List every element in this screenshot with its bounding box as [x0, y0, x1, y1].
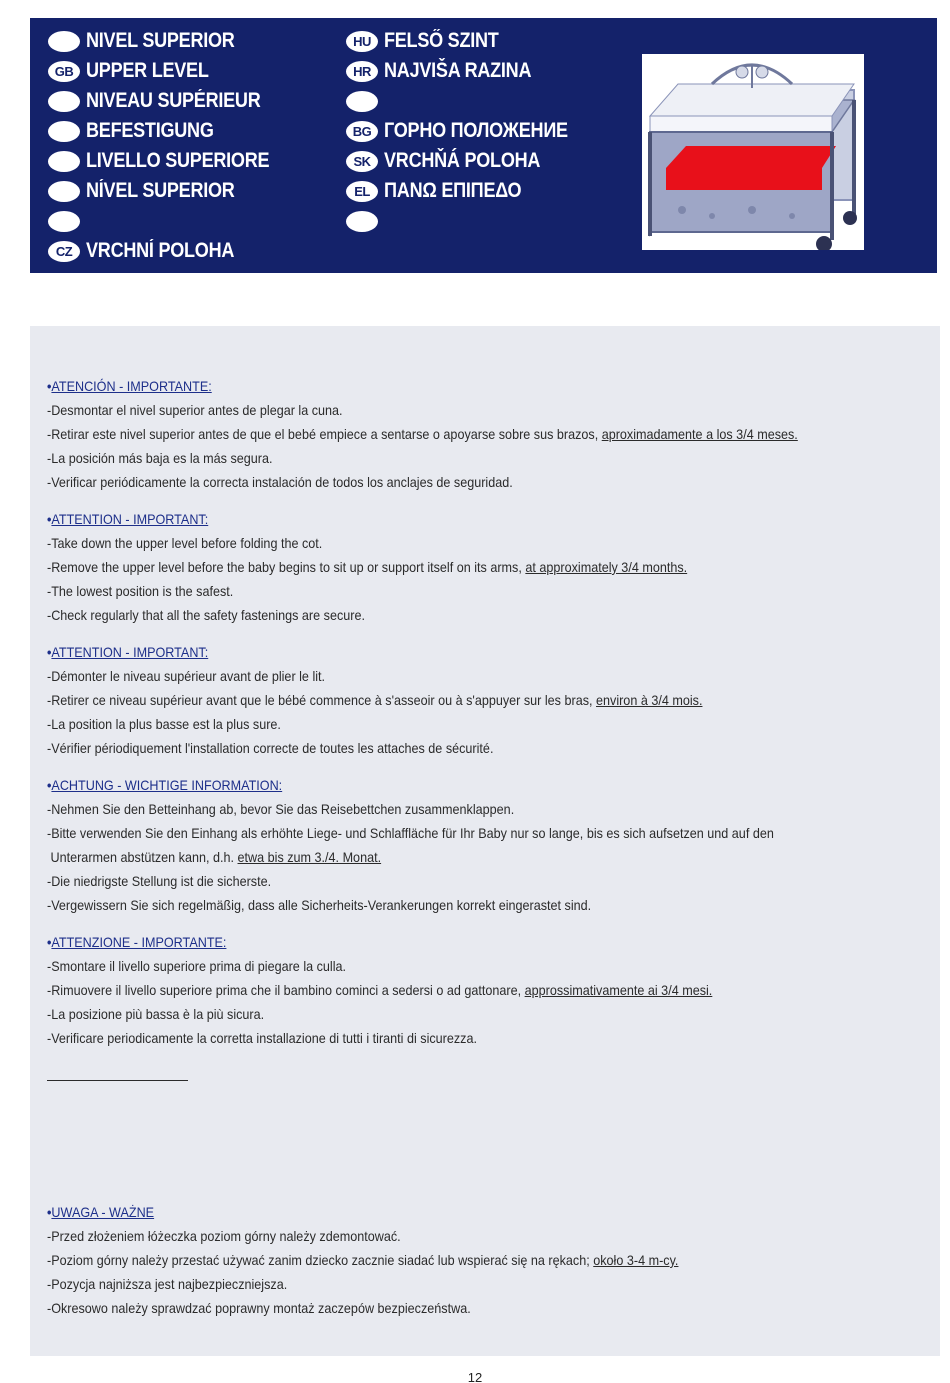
age-limit-emphasis: aproximadamente a los 3/4 meses.: [601, 426, 798, 442]
warning-line: [47, 1026, 712, 1050]
separator-rule: [47, 1080, 188, 1081]
left-language-row: [48, 146, 299, 176]
warning-line: [47, 688, 702, 712]
left-language-row: [48, 116, 234, 146]
warning-line: [47, 664, 702, 688]
level-title: LIVELLO SUPERIORE: [86, 149, 270, 172]
warning-text: -La posición más baja es la más segura.: [47, 450, 273, 466]
age-limit-emphasis: environ à 3/4 mois.: [596, 692, 703, 708]
warning-line: [47, 869, 774, 893]
warning-text: -Die niedrigste Stellung ist die sicherste.: [47, 873, 272, 889]
language-code-badge: [346, 211, 378, 232]
warning-text: -Verificare periodicamente la corretta installazione di tutti i tiranti di sicurezza.: [47, 1030, 478, 1046]
header-banner: [30, 18, 937, 273]
warning-line: [47, 821, 774, 845]
right-language-row: [346, 116, 598, 146]
warning-text: -Retirar este nivel superior antes de que el bebé empiece a sentarse o apoyarse sobre sus brazos,: [47, 426, 602, 442]
age-limit-emphasis: at approximately 3/4 months.: [525, 559, 688, 575]
warning-text: -Nehmen Sie den Betteinhang ab, bevor Sie das Reisebettchen zusammenklappen.: [47, 801, 515, 817]
level-title: NIVEAU SUPÉRIEUR: [86, 89, 261, 112]
warning-heading-text: ATTENTION - IMPORTANT:: [51, 644, 209, 660]
warning-section: [47, 640, 775, 760]
left-language-row: [48, 206, 86, 236]
warning-line: [47, 712, 702, 736]
upper-level-highlight: [666, 146, 836, 168]
bullet-icon: •: [47, 378, 52, 394]
language-code-badge: EL: [346, 181, 378, 202]
right-language-row: [346, 146, 566, 176]
warning-heading: [47, 640, 702, 664]
level-title: FELSŐ SZINT: [384, 29, 499, 52]
warning-heading-text: ATTENTION - IMPORTANT:: [51, 511, 209, 527]
level-title: NAJVIŠA RAZINA: [384, 59, 532, 82]
warning-line: [47, 446, 798, 470]
warning-line: [47, 603, 687, 627]
warning-text: -Pozycja najniższa jest najbezpieczniejsza.: [47, 1276, 288, 1292]
language-code-badge: [346, 91, 378, 112]
warning-section: [47, 1200, 749, 1320]
travel-cot-illustration: [642, 54, 864, 250]
warning-heading: [47, 374, 798, 398]
warning-text: -La posizione più bassa è la più sicura.: [47, 1006, 265, 1022]
warning-section: [47, 773, 855, 917]
level-title: NÍVEL SUPERIOR: [86, 179, 235, 202]
language-code-badge: BG: [346, 121, 378, 142]
level-title: ΠΑΝΩ ΕΠΙΠΕΔΟ: [384, 179, 522, 202]
travel-cot-drawing: [642, 54, 864, 250]
left-language-row: [48, 86, 289, 116]
warning-heading-text: ATTENZIONE - IMPORTANTE:: [51, 934, 227, 950]
warning-line: [47, 555, 687, 579]
warning-line: [47, 531, 687, 555]
warning-text: -Remove the upper level before the baby begins to sit up or support itself on its arms,: [47, 559, 526, 575]
language-code-badge: [48, 31, 80, 52]
warning-line: [47, 398, 798, 422]
right-language-row: [346, 56, 555, 86]
warning-line: [47, 954, 712, 978]
language-code-badge: HU: [346, 31, 378, 52]
level-title: VRCHŇÁ POLOHA: [384, 149, 541, 172]
left-language-row: [48, 236, 258, 266]
warning-text: -Retirer ce niveau supérieur avant que le bébé commence à s'asseoir ou à s'appuyer sur les bras,: [47, 692, 596, 708]
warning-text: -La position la plus basse est la plus sure.: [47, 716, 281, 732]
warning-heading-text: ATENCIÓN - IMPORTANTE:: [51, 378, 212, 394]
language-code-badge: SK: [346, 151, 378, 172]
level-title: ГОРНО ПОЛОЖЕНИЕ: [384, 119, 568, 142]
right-language-row: [346, 86, 384, 116]
warning-text: -Vergewissern Sie sich regelmäßig, dass alle Sicherheits-Verankerungen korrekt eingerastet sind.: [47, 897, 592, 913]
warning-heading-text: ACHTUNG - WICHTIGE INFORMATION:: [51, 777, 283, 793]
language-code-badge: [48, 121, 80, 142]
age-limit-emphasis: około 3-4 m-cy.: [593, 1252, 679, 1268]
warning-line: [47, 736, 702, 760]
warning-text: -Démonter le niveau supérieur avant de plier le lit.: [47, 668, 326, 684]
language-code-badge: CZ: [48, 241, 80, 262]
level-title: UPPER LEVEL: [86, 59, 209, 82]
level-title: NIVEL SUPERIOR: [86, 29, 235, 52]
warning-line: [47, 1272, 678, 1296]
right-language-row: [346, 206, 384, 236]
warning-line: [47, 1296, 678, 1320]
warning-text: -Smontare il livello superiore prima di piegare la culla.: [47, 958, 347, 974]
warning-text: -Desmontar el nivel superior antes de plegar la cuna.: [47, 402, 343, 418]
level-title: BEFESTIGUNG: [86, 119, 214, 142]
warning-heading: [47, 507, 687, 531]
age-limit-emphasis: approssimativamente ai 3/4 mesi.: [524, 982, 713, 998]
page-number: 12: [467, 1370, 483, 1383]
warning-text: -Check regularly that all the safety fastenings are secure.: [47, 607, 365, 623]
bullet-icon: •: [47, 1204, 52, 1220]
warning-text: -Vérifier périodiquement l'installation correcte de toutes les attaches de sécurité.: [47, 740, 494, 756]
level-title: VRCHNÍ POLOHA: [86, 239, 235, 262]
bullet-icon: •: [47, 934, 52, 950]
warning-text: -Take down the upper level before folding the cot.: [47, 535, 323, 551]
warning-line: [47, 470, 798, 494]
language-code-badge: [48, 151, 80, 172]
warning-text: -Rimuovere il livello superiore prima che il bambino cominci a sedersi o ad gattonare,: [47, 982, 525, 998]
warning-heading-text: UWAGA - WAŻNE: [51, 1204, 155, 1220]
language-code-badge: [48, 181, 80, 202]
warning-text: -Verificar periódicamente la correcta instalación de todos los anclajes de seguridad.: [47, 474, 513, 490]
language-code-badge: HR: [346, 61, 378, 82]
left-language-row: [48, 56, 229, 86]
warning-line: [47, 579, 687, 603]
age-limit-emphasis: etwa bis zum 3./4. Monat.: [237, 849, 382, 865]
warning-line: [47, 797, 774, 821]
warning-text: -Poziom górny należy przestać używać zanim dziecko zacznie siadać lub wspierać się na rękach;: [47, 1252, 594, 1268]
warning-heading: [47, 773, 774, 797]
right-language-row: [346, 176, 544, 206]
warning-text: -Okresowo należy sprawdzać poprawny montaż zaczepów bezpieczeństwa.: [47, 1300, 471, 1316]
warning-line: [47, 893, 774, 917]
language-code-badge: [48, 211, 80, 232]
bullet-icon: •: [47, 511, 52, 527]
warning-text: -Przed złożeniem łóżeczka poziom górny należy zdemontować.: [47, 1228, 401, 1244]
warning-text: -Bitte verwenden Sie den Einhang als erhöhte Liege- und Schlaffläche für Ihr Baby nur so lange, bis es sich aufsetzen und auf den: [47, 825, 774, 841]
warning-section: [47, 374, 881, 494]
warning-heading: [47, 1200, 678, 1224]
warning-section: [47, 507, 758, 627]
language-code-badge: GB: [48, 61, 80, 82]
bullet-icon: •: [47, 777, 52, 793]
left-language-row: [48, 176, 259, 206]
warning-line: [47, 1248, 678, 1272]
left-language-row: [48, 26, 259, 56]
warning-line: [47, 1002, 712, 1026]
bullet-icon: •: [47, 644, 52, 660]
warning-text: -The lowest position is the safest.: [47, 583, 234, 599]
right-language-row: [346, 26, 517, 56]
warning-line: [47, 1224, 678, 1248]
warning-line: [47, 422, 798, 446]
warning-heading: [47, 930, 712, 954]
warning-section: [47, 930, 786, 1050]
language-code-badge: [48, 91, 80, 112]
warning-line: [47, 978, 712, 1002]
warning-line: [47, 845, 774, 869]
warning-text: Unterarmen abstützen kann, d.h.: [47, 849, 238, 865]
